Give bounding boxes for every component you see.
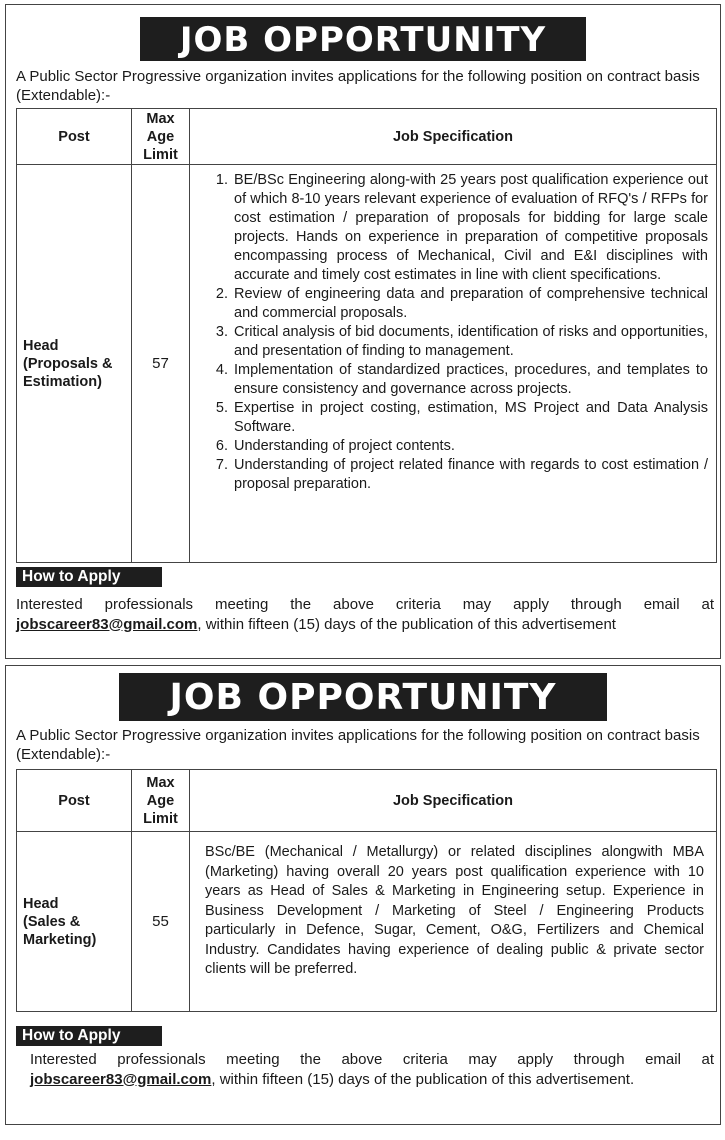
apply-text-after: , within fifteen (15) days of the publication of this advertisement. bbox=[211, 1070, 635, 1088]
ad-title: JOB OPPORTUNITY bbox=[119, 673, 607, 721]
header-age-line2: Age bbox=[146, 128, 175, 145]
ad-intro: A Public Sector Progressive organization invites applications for the following position on contract basis (Extendable):- bbox=[16, 727, 700, 763]
spec-item: 6. Understanding of project contents. bbox=[232, 437, 708, 456]
spec-item: 2. Review of engineering data and preparation of comprehensive technical and commercial proposals. bbox=[232, 285, 708, 323]
spec-paragraph: BSc/BE (Mechanical / Metallurgy) or related disciplines alongwith MBA (Marketing) having overall 20 years post qualification experience with 10 years as Head of Sales & Marketing in Engineering setup. Experience in Business Development / Marketing of Steel / Engineering Products particularly in Defence, Sugar, Cement, O&G, Fertilizers and Chemical Industry. Candidates having experience of dealing public & private sector clients will be preferred. bbox=[205, 844, 704, 977]
post-title: Head bbox=[23, 337, 59, 354]
post-subtitle: (Proposals & bbox=[23, 355, 113, 372]
spec-item: 7. Understanding of project related finance with regards to cost estimation / proposal preparation. bbox=[232, 456, 708, 494]
ad-title: JOB OPPORTUNITY bbox=[140, 17, 586, 61]
job-ad-proposals bbox=[5, 4, 721, 659]
spec-item: 3. Critical analysis of bid documents, identification of risks and opportunities, and presentation of finding to management. bbox=[232, 323, 708, 361]
header-age-line2: Age bbox=[146, 792, 175, 809]
spec-item: 4. Implementation of standardized practices, procedures, and templates to ensure consistency and governance across projects. bbox=[232, 361, 708, 399]
apply-text-after: , within fifteen (15) days of the publication of this advertisement bbox=[197, 615, 616, 633]
header-age-line1: Max bbox=[146, 110, 175, 127]
email-link[interactable]: jobscareer83@gmail.com bbox=[30, 1070, 212, 1088]
post-subtitle: Marketing) bbox=[23, 931, 97, 948]
header-age-line3: Limit bbox=[143, 810, 178, 827]
spec-item: 1. BE/BSc Engineering along-with 25 years post qualification experience out of which 8-10 years relevant experience of evaluation of RFQ's / RFPs for cost estimation / preparation of proposals for bidding for large scale projects. Hands on experience in preparation of competitive proposals encompassing process of Mechanical, Civil and E&I disciplines with accurate and timely cost estimates in line with client specifications. bbox=[232, 171, 708, 285]
spec-item: 5. Expertise in project costing, estimation, MS Project and Data Analysis Software. bbox=[232, 399, 708, 437]
post-cell bbox=[17, 832, 132, 1012]
post-cell bbox=[17, 165, 132, 563]
header-age bbox=[132, 770, 190, 832]
header-spec: Job Specification bbox=[190, 770, 717, 832]
job-ad-sales bbox=[5, 665, 721, 1125]
how-to-apply-heading: How to Apply bbox=[16, 567, 162, 587]
spec-cell bbox=[190, 165, 717, 563]
job-table bbox=[16, 769, 717, 1012]
email-link[interactable]: jobscareer83@gmail.com bbox=[16, 615, 198, 633]
apply-text bbox=[16, 595, 714, 634]
age-cell: 57 bbox=[132, 165, 190, 563]
header-age-line1: Max bbox=[146, 774, 175, 791]
job-table bbox=[16, 108, 717, 563]
header-age bbox=[132, 109, 190, 165]
spec-list bbox=[202, 171, 708, 494]
post-subtitle: (Sales & bbox=[23, 913, 81, 930]
ad-intro: A Public Sector Progressive organization invites applications for the following position on contract basis (Extendable):- bbox=[16, 68, 700, 104]
age-cell: 55 bbox=[132, 832, 190, 1012]
how-to-apply-heading: How to Apply bbox=[16, 1026, 162, 1046]
apply-text-before: Interested professionals meeting the above criteria may apply through email at bbox=[16, 596, 714, 613]
header-post: Post bbox=[17, 109, 132, 165]
header-post: Post bbox=[17, 770, 132, 832]
header-age-line3: Limit bbox=[143, 146, 178, 163]
post-title: Head bbox=[23, 895, 59, 912]
apply-text-before: Interested professionals meeting the above criteria may apply through email at bbox=[30, 1051, 714, 1068]
spec-cell bbox=[190, 832, 717, 1012]
apply-text bbox=[30, 1050, 714, 1089]
post-subtitle: Estimation) bbox=[23, 373, 102, 390]
header-spec: Job Specification bbox=[190, 109, 717, 165]
